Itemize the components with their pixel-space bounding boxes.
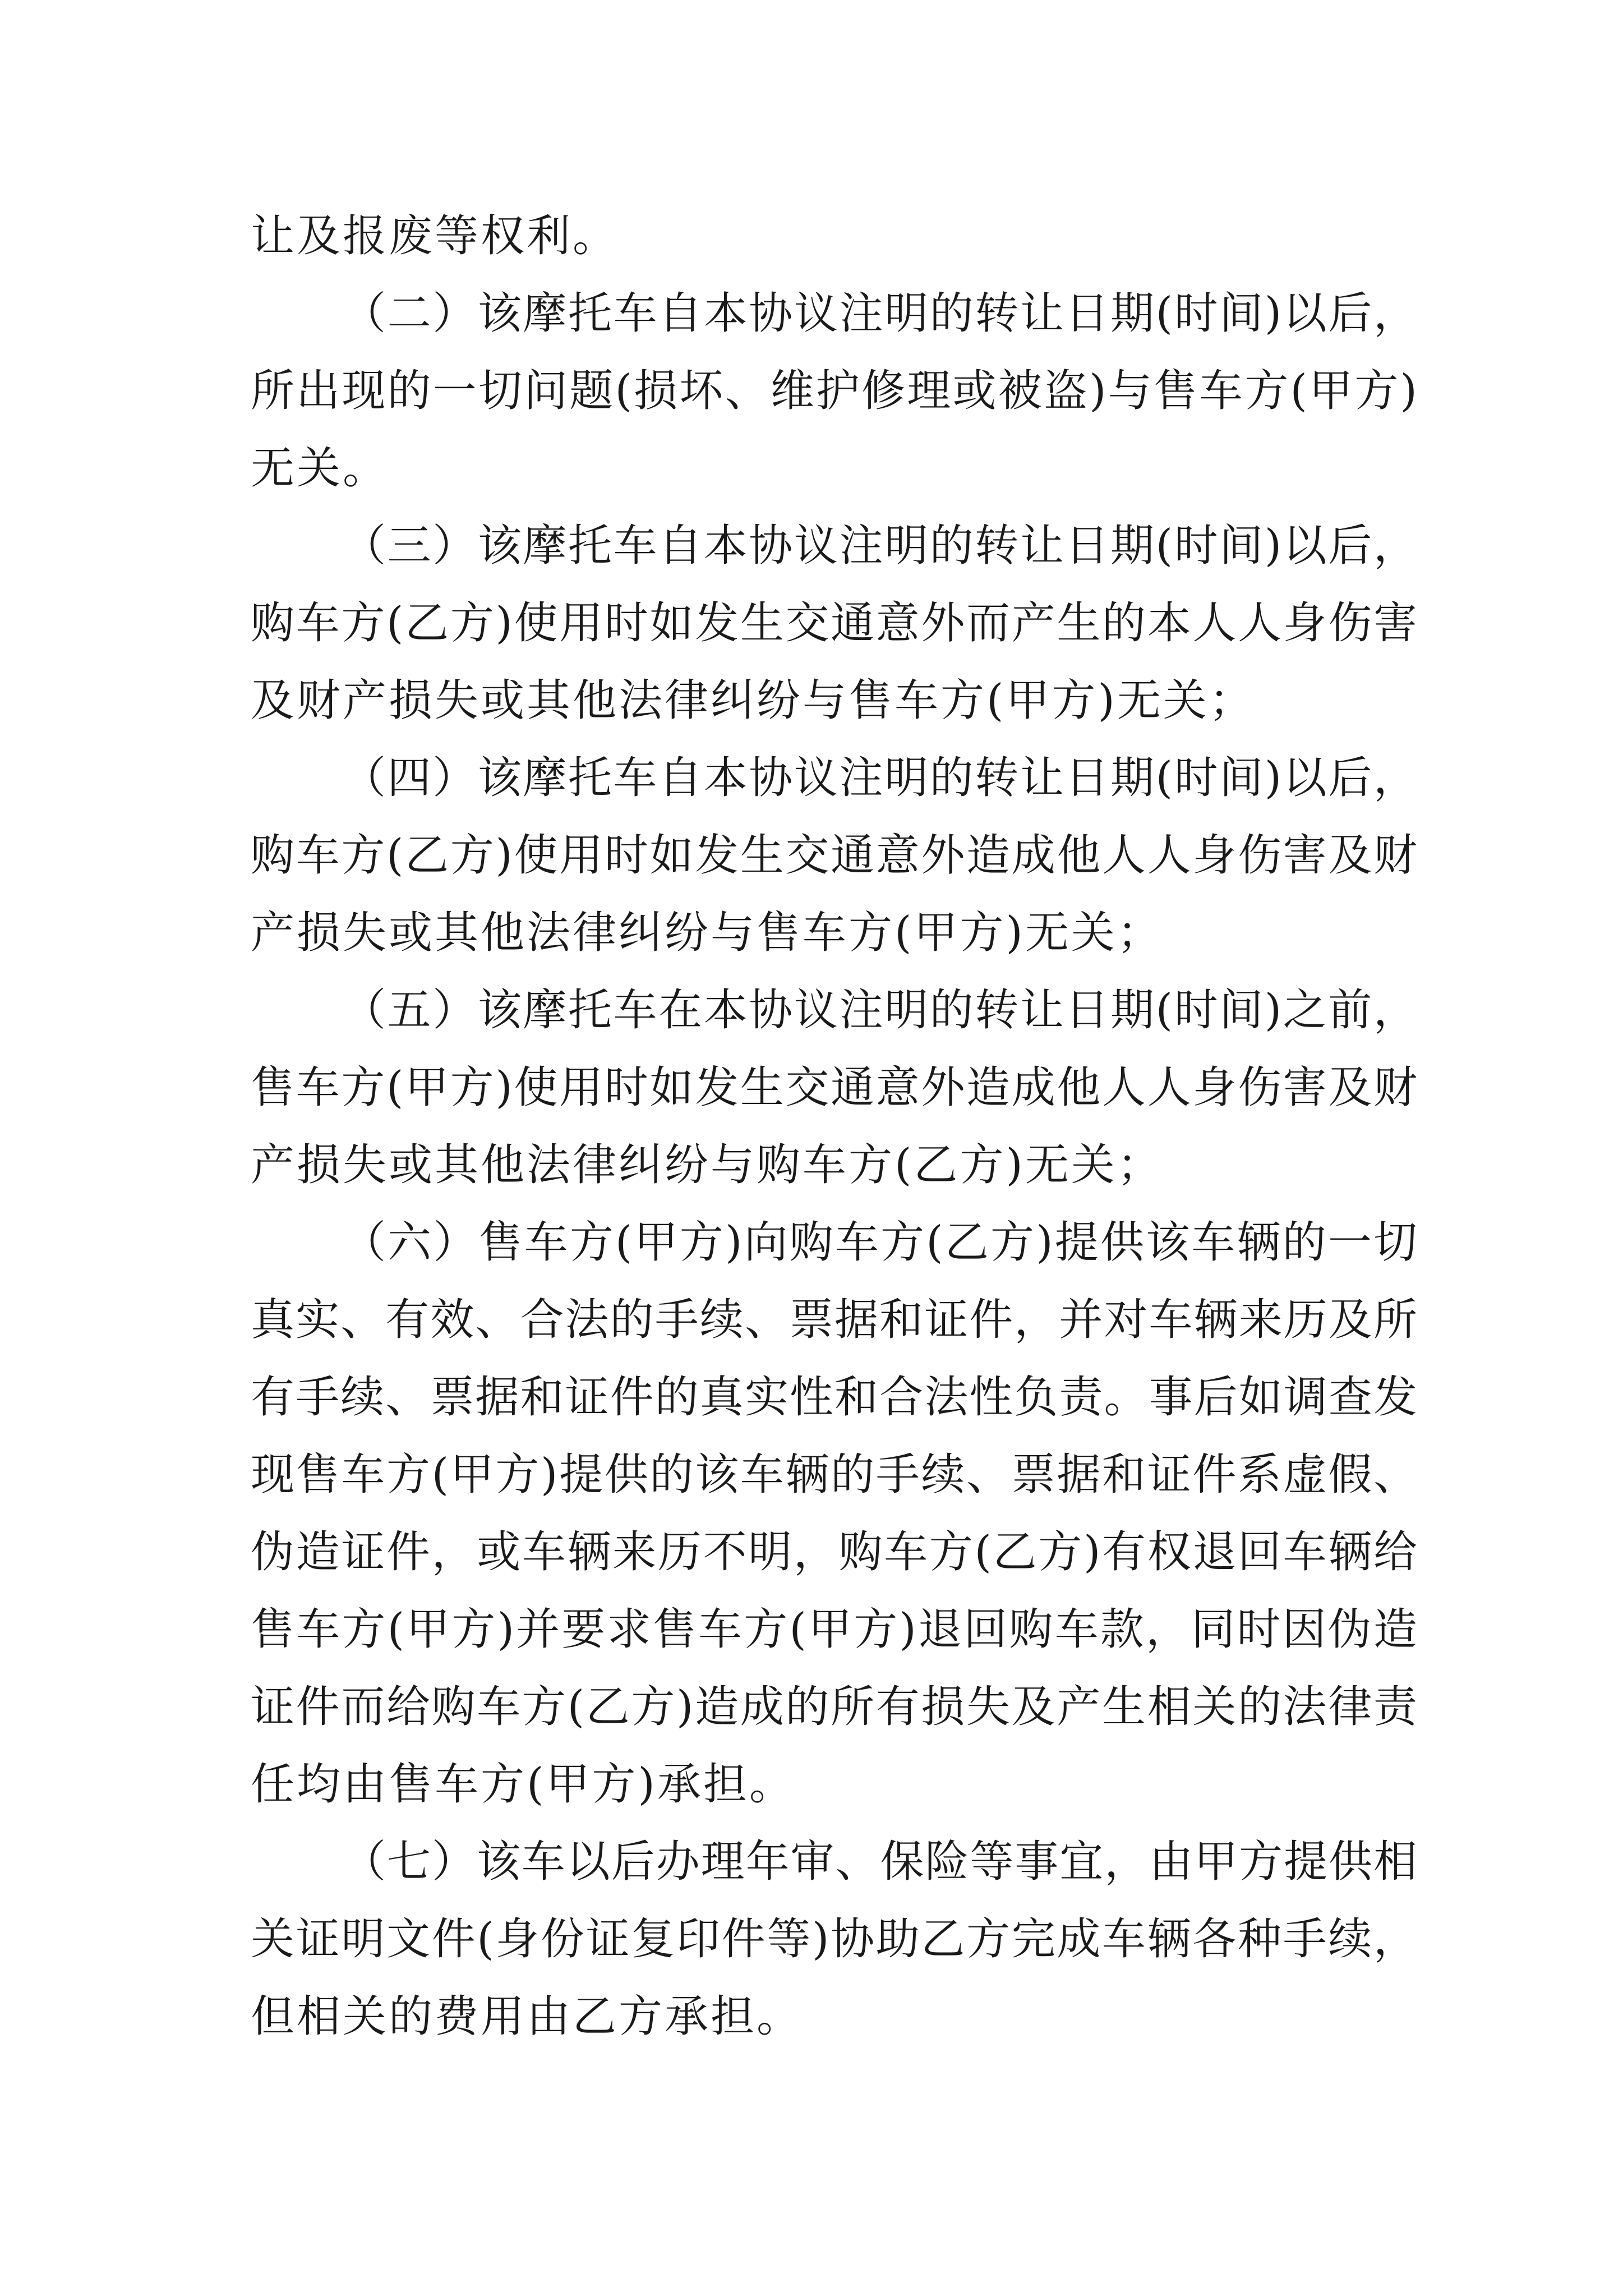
text-line: 购车方(乙方)使用时如发生交通意外而产生的本人人身伤害 [251,598,1417,648]
text-line: 任均由售车方(甲方)承担。 [251,1759,795,1810]
text-line: 现售车方(甲方)提供的该车辆的手续、票据和证件系虚假、 [251,1450,1417,1500]
paragraph-clause-7 [251,1823,1417,2055]
text-line: 伪造证件，或车辆来历不明，购车方(乙方)有权退回车辆给 [251,1527,1417,1577]
paragraph-continued [251,197,1417,275]
text-line: （五）该摩托车在本协议注明的转让日期(时间)之前， [342,985,1417,1036]
text-line: 但相关的费用由乙方承担。 [251,1991,803,2042]
text-line: （七）该车以后办理年审、保险等事宜，由甲方提供相 [342,1837,1417,1887]
text-line: 产损失或其他法律纠纷与售车方(甲方)无关； [251,908,1163,958]
document-body [251,197,1417,2055]
paragraph-clause-4 [251,739,1417,972]
text-line: （四）该摩托车自本协议注明的转让日期(时间)以后， [342,753,1417,803]
text-line: （三）该摩托车自本协议注明的转让日期(时间)以后， [342,521,1417,571]
paragraph-clause-3 [251,507,1417,739]
text-line: 购车方(乙方)使用时如发生交通意外造成他人人身伤害及财 [251,830,1417,881]
text-line: 售车方(甲方)并要求售车方(甲方)退回购车款，同时因伪造 [251,1604,1417,1655]
text-line: 真实、有效、合法的手续、票据和证件，并对车辆来历及所 [251,1295,1417,1345]
paragraph-clause-6 [251,1204,1417,1823]
text-line: 关证明文件(身份证复印件等)协助乙方完成车辆各种手续， [251,1914,1417,1964]
text-line: （二）该摩托车自本协议注明的转让日期(时间)以后， [342,288,1417,339]
paragraph-clause-2 [251,275,1417,507]
text-line: 证件而给购车方(乙方)造成的所有损失及产生相关的法律责 [251,1682,1417,1732]
text-line: 及财产损失或其他法律纠纷与售车方(甲方)无关； [251,675,1255,726]
text-line: 有手续、票据和证件的真实性和合法性负责。事后如调查发 [251,1372,1417,1423]
text-line: 无关。 [251,443,389,494]
paragraph-clause-5 [251,972,1417,1204]
text-line: 产损失或其他法律纠纷与购车方(乙方)无关； [251,1140,1163,1190]
text-line: 让及报废等权利。 [251,211,619,261]
text-line: 所出现的一切问题(损坏、维护修理或被盗)与售车方(甲方) [251,366,1417,416]
text-line: （六）售车方(甲方)向购车方(乙方)提供该车辆的一切 [342,1217,1417,1268]
text-line: 售车方(甲方)使用时如发生交通意外造成他人人身伤害及财 [251,1062,1417,1113]
